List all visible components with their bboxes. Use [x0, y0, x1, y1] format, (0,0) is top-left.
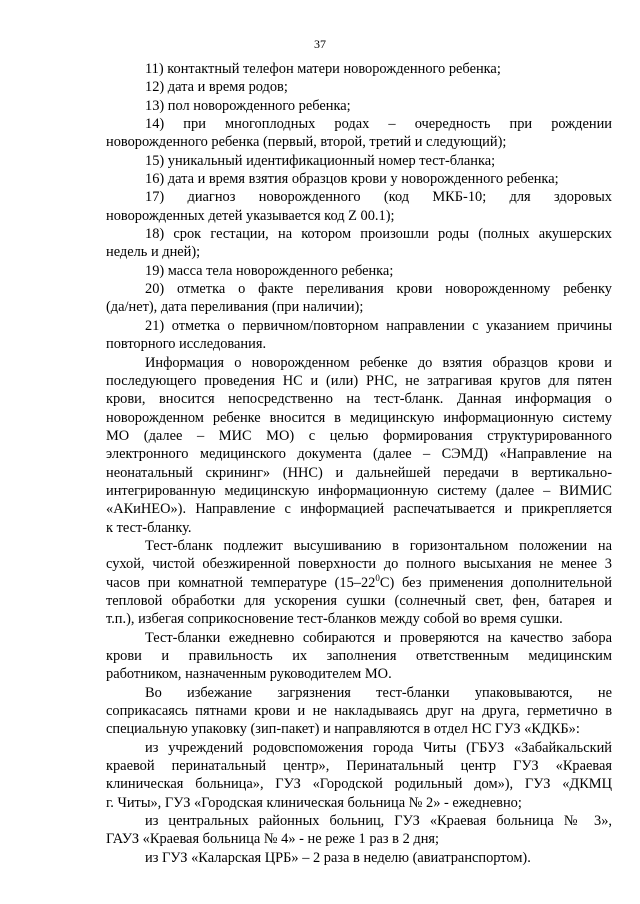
text-line: специальную упаковку (зип-пакет) и направляются в отдел НС ГУЗ «КДКБ»:: [106, 721, 580, 738]
text-line: новорожденного ребенка (первый, второй, третий и следующий);: [106, 134, 507, 151]
text-line: 20) отметка о факте переливания крови новорожденному ребенку: [145, 281, 612, 298]
text-line: г. Читы», ГУЗ «Городская клиническая больница № 2» - ежедневно;: [106, 794, 522, 811]
text-line: клиническая больница», ГУЗ «Городской родильный дом»), ГУЗ «ДКМЦ: [106, 776, 612, 793]
text-line: 21) отметка о первичном/повторном направлении с указанием причины: [145, 317, 612, 334]
paragraph: [106, 849, 612, 867]
paragraph: [106, 188, 612, 225]
text-line: крови, вносится непосредственно на тест-бланк. Данная информация о: [106, 391, 612, 408]
text-line: к тест-бланку.: [106, 519, 192, 536]
text-line: ГАУЗ «Краевая больница № 4» - не реже 1 раз в 2 дня;: [106, 831, 440, 848]
paragraph: [106, 225, 612, 262]
text-line: МО (далее – МИС МО) с целью формирования структурированного: [106, 427, 612, 444]
text-line: (да/нет), дата переливания (при наличии);: [106, 299, 364, 316]
paragraph: [106, 97, 612, 115]
text-line: работником, назначенным руководителем МО.: [106, 666, 392, 683]
paragraph: [106, 317, 612, 354]
text-line: часов при комнатной температуре $(15-22^0С)$ без применения дополнительной: [106, 572, 613, 591]
paragraph: [106, 812, 612, 849]
text-line: 12) дата и время родов;: [145, 79, 288, 96]
paragraph: [106, 262, 612, 280]
text-line: новорожденных детей указывается код Z 00.1);: [106, 207, 395, 224]
page-number: 37: [314, 37, 326, 51]
text-line: Тест-бланк подлежит высушиванию в горизонтальном положении на: [145, 537, 612, 554]
paragraph: [106, 170, 612, 188]
text-line: т.п.), избегая соприкосновение тест-бланков между собой во время сушки.: [106, 611, 563, 628]
text-line: из центральных районных больниц, ГУЗ «Краевая больница № 3»,: [145, 813, 612, 830]
text-line: 13) пол новорожденного ребенка;: [145, 97, 351, 114]
text-line: 16) дата и время взятия образцов крови у новорожденного ребенка;: [145, 171, 559, 188]
text-line: 15) уникальный идентификационный номер тест-бланка;: [145, 152, 496, 169]
text-line: из учреждений родовспоможения города Читы (ГБУЗ «Забайкальский: [145, 739, 612, 756]
text-line: сухой, чистой обезжиренной поверхности до полного высыхания не менее 3: [106, 556, 612, 573]
text-line: Тест-бланки ежедневно собираются и проверяются на качество забора: [145, 629, 612, 646]
paragraph: [106, 354, 612, 537]
text-line: из ГУЗ «Каларская ЦРБ» – 2 раза в неделю (авиатранспортом).: [145, 849, 531, 866]
text-line: «АКиНЕО»). Направление с информацией распечатывается и прикрепляется: [106, 501, 612, 518]
text-line: неонатальный скрининг» (ННС) и дальнейшей передачи в вертикально-: [106, 464, 612, 481]
paragraph: [106, 537, 612, 629]
text-line: 14) при многоплодных родах – очередность при рождении: [145, 116, 612, 133]
text-line: соприкасаясь пятнами крови и не накладываясь друг на друга, герметично в: [106, 703, 612, 720]
text-line: последующего проведения НС и (или) РНС, не затрагивая кругов для пятен: [106, 372, 612, 389]
text-line: краевой перинатальный центр», Перинатальный центр ГУЗ «Краевая: [106, 758, 612, 775]
paragraph: [106, 280, 612, 317]
paragraph: [106, 115, 612, 152]
paragraph: [106, 739, 612, 812]
paragraph: [106, 629, 612, 684]
text-line: новорожденном ребенке вносится в медицинскую информационную систему: [106, 409, 612, 426]
text-line: 11) контактный телефон матери новорожденного ребенка;: [145, 61, 501, 77]
text-line: тепловой обработки для ускорения сушки (солнечный свет, фен, батарея и: [106, 592, 612, 609]
document-body: [106, 60, 612, 867]
text-line: крови и правильность их заполнения ответственным медицинским: [106, 648, 612, 664]
text-line: 19) масса тела новорожденного ребенка;: [145, 262, 394, 279]
text-line: 18) срок гестации, на котором произошли роды (полных акушерских: [145, 226, 612, 243]
paragraph: [106, 152, 612, 170]
text-line: Во избежание загрязнения тест-бланки упаковываются, не: [145, 684, 612, 701]
text-line: Информация о новорожденном ребенке до взятия образцов крови и: [145, 354, 612, 371]
paragraph: [106, 60, 612, 78]
text-line: недель и дней);: [106, 244, 201, 261]
text-line: повторного исследования.: [106, 336, 267, 353]
paragraph: [106, 78, 612, 96]
degree-superscript: 0: [375, 572, 380, 583]
text-line: электронного медицинского документа (далее – СЭМД) «Направление на: [106, 446, 612, 463]
text-line: интегрированную медицинскую информационную систему (далее – ВИМИС: [106, 482, 612, 499]
paragraph: [106, 684, 612, 739]
text-line: 17) диагноз новорожденного (код МКБ-10; для здоровых: [145, 189, 612, 206]
